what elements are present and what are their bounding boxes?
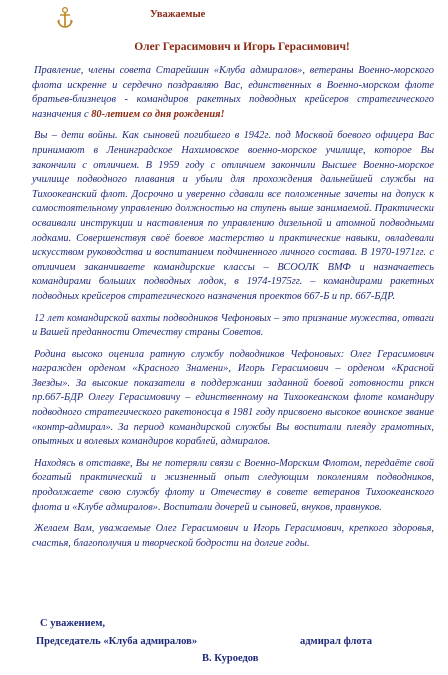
signer-rank: адмирал флота <box>300 636 373 647</box>
anniversary-highlight: 80-летием со дня рождения! <box>91 108 225 120</box>
paragraph-text: Правление, члены совета Старейшин «Клуба адмиралов», ветераны Военно-морского флота искренне и сердечно поздравляю Вас, единственных в Военно-морском флоте братьев-близнецов - командиров ракетных подводных крейсеров стратегического назначения с <box>32 65 434 120</box>
closing: С уважением, <box>40 618 106 629</box>
paragraph-5: Находясь в отставке, Вы не потеряли связи с Военно-Морским Флотом, передаёте свой богатый практический и жизненный опыт следующим поколениям подводников, продолжаете свою службу флоту и Отечеству в совете ветеранов Тихоокеанского флота и «Клубе адмиралов». Воспитали дочерей и сыновей, внуков, правнуков. <box>32 457 434 513</box>
greeting: Уважаемые <box>150 9 206 20</box>
paragraph-4: Родина высоко оценила ратную службу подводников Чефоновых: Олег Герасимович награжден орденом «Красного Знамени», Игорь Герасимович – орденом «Красной Звезды». За высокие показатели в поддержании заданной боевой готовности рпксн пр.667-БДР Олегу Герасимовичу – единственному на Тихоокеанском флоте командиру подводного стратегического ракетоносца в 1981 году присвоено высокое воинское звание «контр-адмирал». За период командирской службы Вы воспитали плеяду грамотных, опытных и волевых командиров кораблей, адмиралов. <box>32 348 434 448</box>
signer-name: В. Куроедов <box>202 653 259 664</box>
paragraph-2: Вы – дети войны. Как сыновей погибшего в 1942г. под Москвой боевого офицера Вас принимают в Ленинградское Нахимовское военно-морское училище, которое Вы закончили с отличием. В 1959 году с отличием закончили Высшее Военно-морское училище подводного плавания и убыли для прохождения дальнейшей службы на Тихоокеанский флот. Досрочно и уверенно сдавали все положенные зачеты на допуск к самостоятельному управлению должностью на ступень выше занимаемой. Практически осваивали инструкции и наставления по управлению дизельной и атомной подводными лодками. Совершенствуя своё боевое мастерство и практические навыки, овладевали искусством руководства и воспитанием подчиненного личного состава. В 1970-1971гг. с отличием заканчиваете командирские классы – ВСООЛК ВМФ и назначаетесь командирами больших подводных лодок, в 1974-1975гг. – командирами ракетных подводных крейсеров стратегического назначения проектов 667-Б и пр. 667-БДР. <box>32 130 434 302</box>
paragraph-3: 12 лет командирской вахты подводников Чефоновых – это признание мужества, отваги и Вашей преданности Отечеству страны Советов. <box>32 312 434 339</box>
signer-title: Председатель «Клуба адмиралов» <box>36 636 198 647</box>
addressees: Олег Герасимович и Игорь Герасимович! <box>134 41 350 53</box>
paragraph-6: Желаем Вам, уважаемые Олег Герасимович и Игорь Герасимович, крепкого здоровья, счастья, благополучия и творческой бодрости на долгие годы. <box>32 523 434 549</box>
paragraph-1 <box>32 64 434 122</box>
letter-body <box>32 64 434 558</box>
anchor-emblem-icon <box>56 6 74 30</box>
